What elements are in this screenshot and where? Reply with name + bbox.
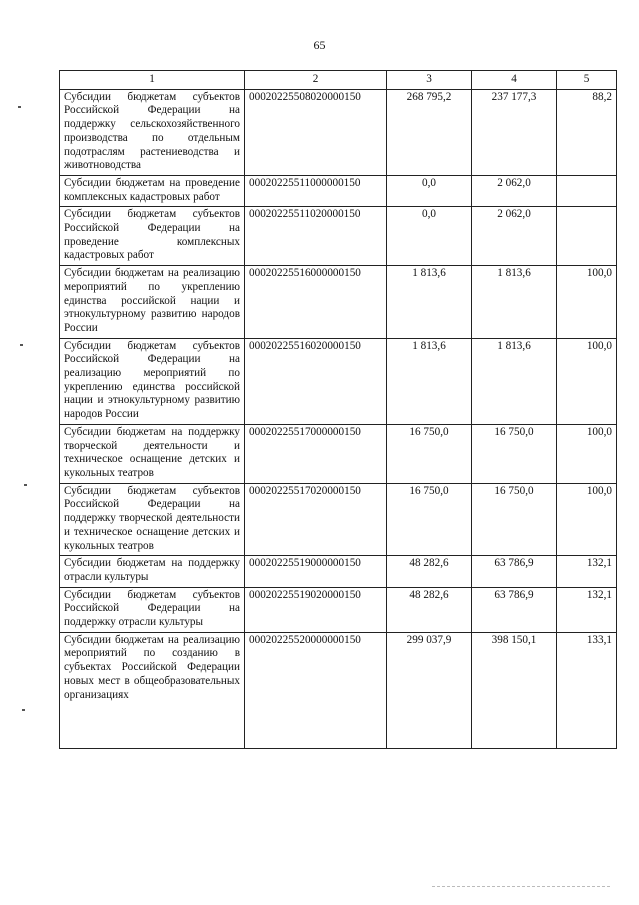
row-value-3: 268 795,2: [387, 89, 472, 175]
row-code: 00020225517020000150: [245, 483, 387, 556]
row-value-3: 48 282,6: [387, 587, 472, 632]
table-row: [60, 89, 617, 175]
row-value-5: 133,1: [557, 632, 617, 748]
table-row: [60, 556, 617, 587]
column-header: 2: [245, 71, 387, 90]
row-value-5: 132,1: [557, 556, 617, 587]
row-value-5: 100,0: [557, 424, 617, 483]
margin-mark: [24, 484, 27, 486]
row-value-4: 16 750,0: [472, 483, 557, 556]
budget-table: [59, 70, 617, 749]
table-row: [60, 587, 617, 632]
table-row: [60, 175, 617, 206]
row-value-5: 88,2: [557, 89, 617, 175]
table-row: [60, 207, 617, 266]
margin-mark: [22, 709, 25, 711]
row-value-3: 1 813,6: [387, 266, 472, 339]
column-header: 1: [60, 71, 245, 90]
row-code: 00020225511020000150: [245, 207, 387, 266]
footer-dotted-line: [432, 886, 610, 887]
table-row: [60, 266, 617, 339]
table-header-row: [60, 71, 617, 90]
row-name: Субсидии бюджетам субъектов Российской Федерации на поддержку творческой деятельности и техническое оснащение детских и кукольных театров: [60, 483, 245, 556]
row-value-4: 1 813,6: [472, 266, 557, 339]
row-value-4: 2 062,0: [472, 175, 557, 206]
table-row: [60, 632, 617, 748]
table-row: [60, 424, 617, 483]
row-code: 00020225520000000150: [245, 632, 387, 748]
row-name: Субсидии бюджетам на проведение комплексных кадастровых работ: [60, 175, 245, 206]
row-code: 00020225519020000150: [245, 587, 387, 632]
row-value-4: 16 750,0: [472, 424, 557, 483]
row-value-3: 0,0: [387, 175, 472, 206]
row-value-4: 398 150,1: [472, 632, 557, 748]
row-name: Субсидии бюджетам субъектов Российской Федерации на проведение комплексных кадастровых работ: [60, 207, 245, 266]
row-value-5: [557, 175, 617, 206]
row-value-4: 2 062,0: [472, 207, 557, 266]
row-value-3: 16 750,0: [387, 424, 472, 483]
row-name: Субсидии бюджетам на поддержку отрасли культуры: [60, 556, 245, 587]
column-header: 4: [472, 71, 557, 90]
row-value-3: 299 037,9: [387, 632, 472, 748]
row-code: 00020225516020000150: [245, 338, 387, 424]
table-row: [60, 483, 617, 556]
row-value-3: 16 750,0: [387, 483, 472, 556]
row-code: 00020225511000000150: [245, 175, 387, 206]
row-value-3: 0,0: [387, 207, 472, 266]
page-number: 65: [313, 38, 326, 52]
row-value-4: 237 177,3: [472, 89, 557, 175]
row-name: Субсидии бюджетам субъектов Российской Федерации на поддержку отрасли культуры: [60, 587, 245, 632]
row-value-3: 1 813,6: [387, 338, 472, 424]
row-name: Субсидии бюджетам на реализацию мероприятий по укреплению единства российской нации и этнокультурному развитию народов России: [60, 266, 245, 339]
row-value-4: 63 786,9: [472, 587, 557, 632]
row-value-5: 100,0: [557, 483, 617, 556]
column-header: 3: [387, 71, 472, 90]
row-name: Субсидии бюджетам субъектов Российской Федерации на поддержку сельскохозяйственного производства по отдельным подотраслям растениеводства и животноводства: [60, 89, 245, 175]
row-value-3: 48 282,6: [387, 556, 472, 587]
row-value-4: 63 786,9: [472, 556, 557, 587]
row-code: 00020225519000000150: [245, 556, 387, 587]
row-value-4: 1 813,6: [472, 338, 557, 424]
table-row: [60, 338, 617, 424]
row-code: 00020225508020000150: [245, 89, 387, 175]
row-name: Субсидии бюджетам на реализацию мероприятий по созданию в субъектах Российской Федерации новых мест в общеобразовательных организациях: [60, 632, 245, 748]
row-value-5: 100,0: [557, 338, 617, 424]
row-value-5: 132,1: [557, 587, 617, 632]
row-value-5: 100,0: [557, 266, 617, 339]
column-header: 5: [557, 71, 617, 90]
margin-mark: [20, 344, 23, 346]
row-value-5: [557, 207, 617, 266]
row-name: Субсидии бюджетам субъектов Российской Федерации на реализацию мероприятий по укреплению единства российской нации и этнокультурному развитию народов России: [60, 338, 245, 424]
row-code: 00020225516000000150: [245, 266, 387, 339]
row-code: 00020225517000000150: [245, 424, 387, 483]
row-name: Субсидии бюджетам на поддержку творческой деятельности и техническое оснащение детских и кукольных театров: [60, 424, 245, 483]
margin-mark: [18, 106, 21, 108]
